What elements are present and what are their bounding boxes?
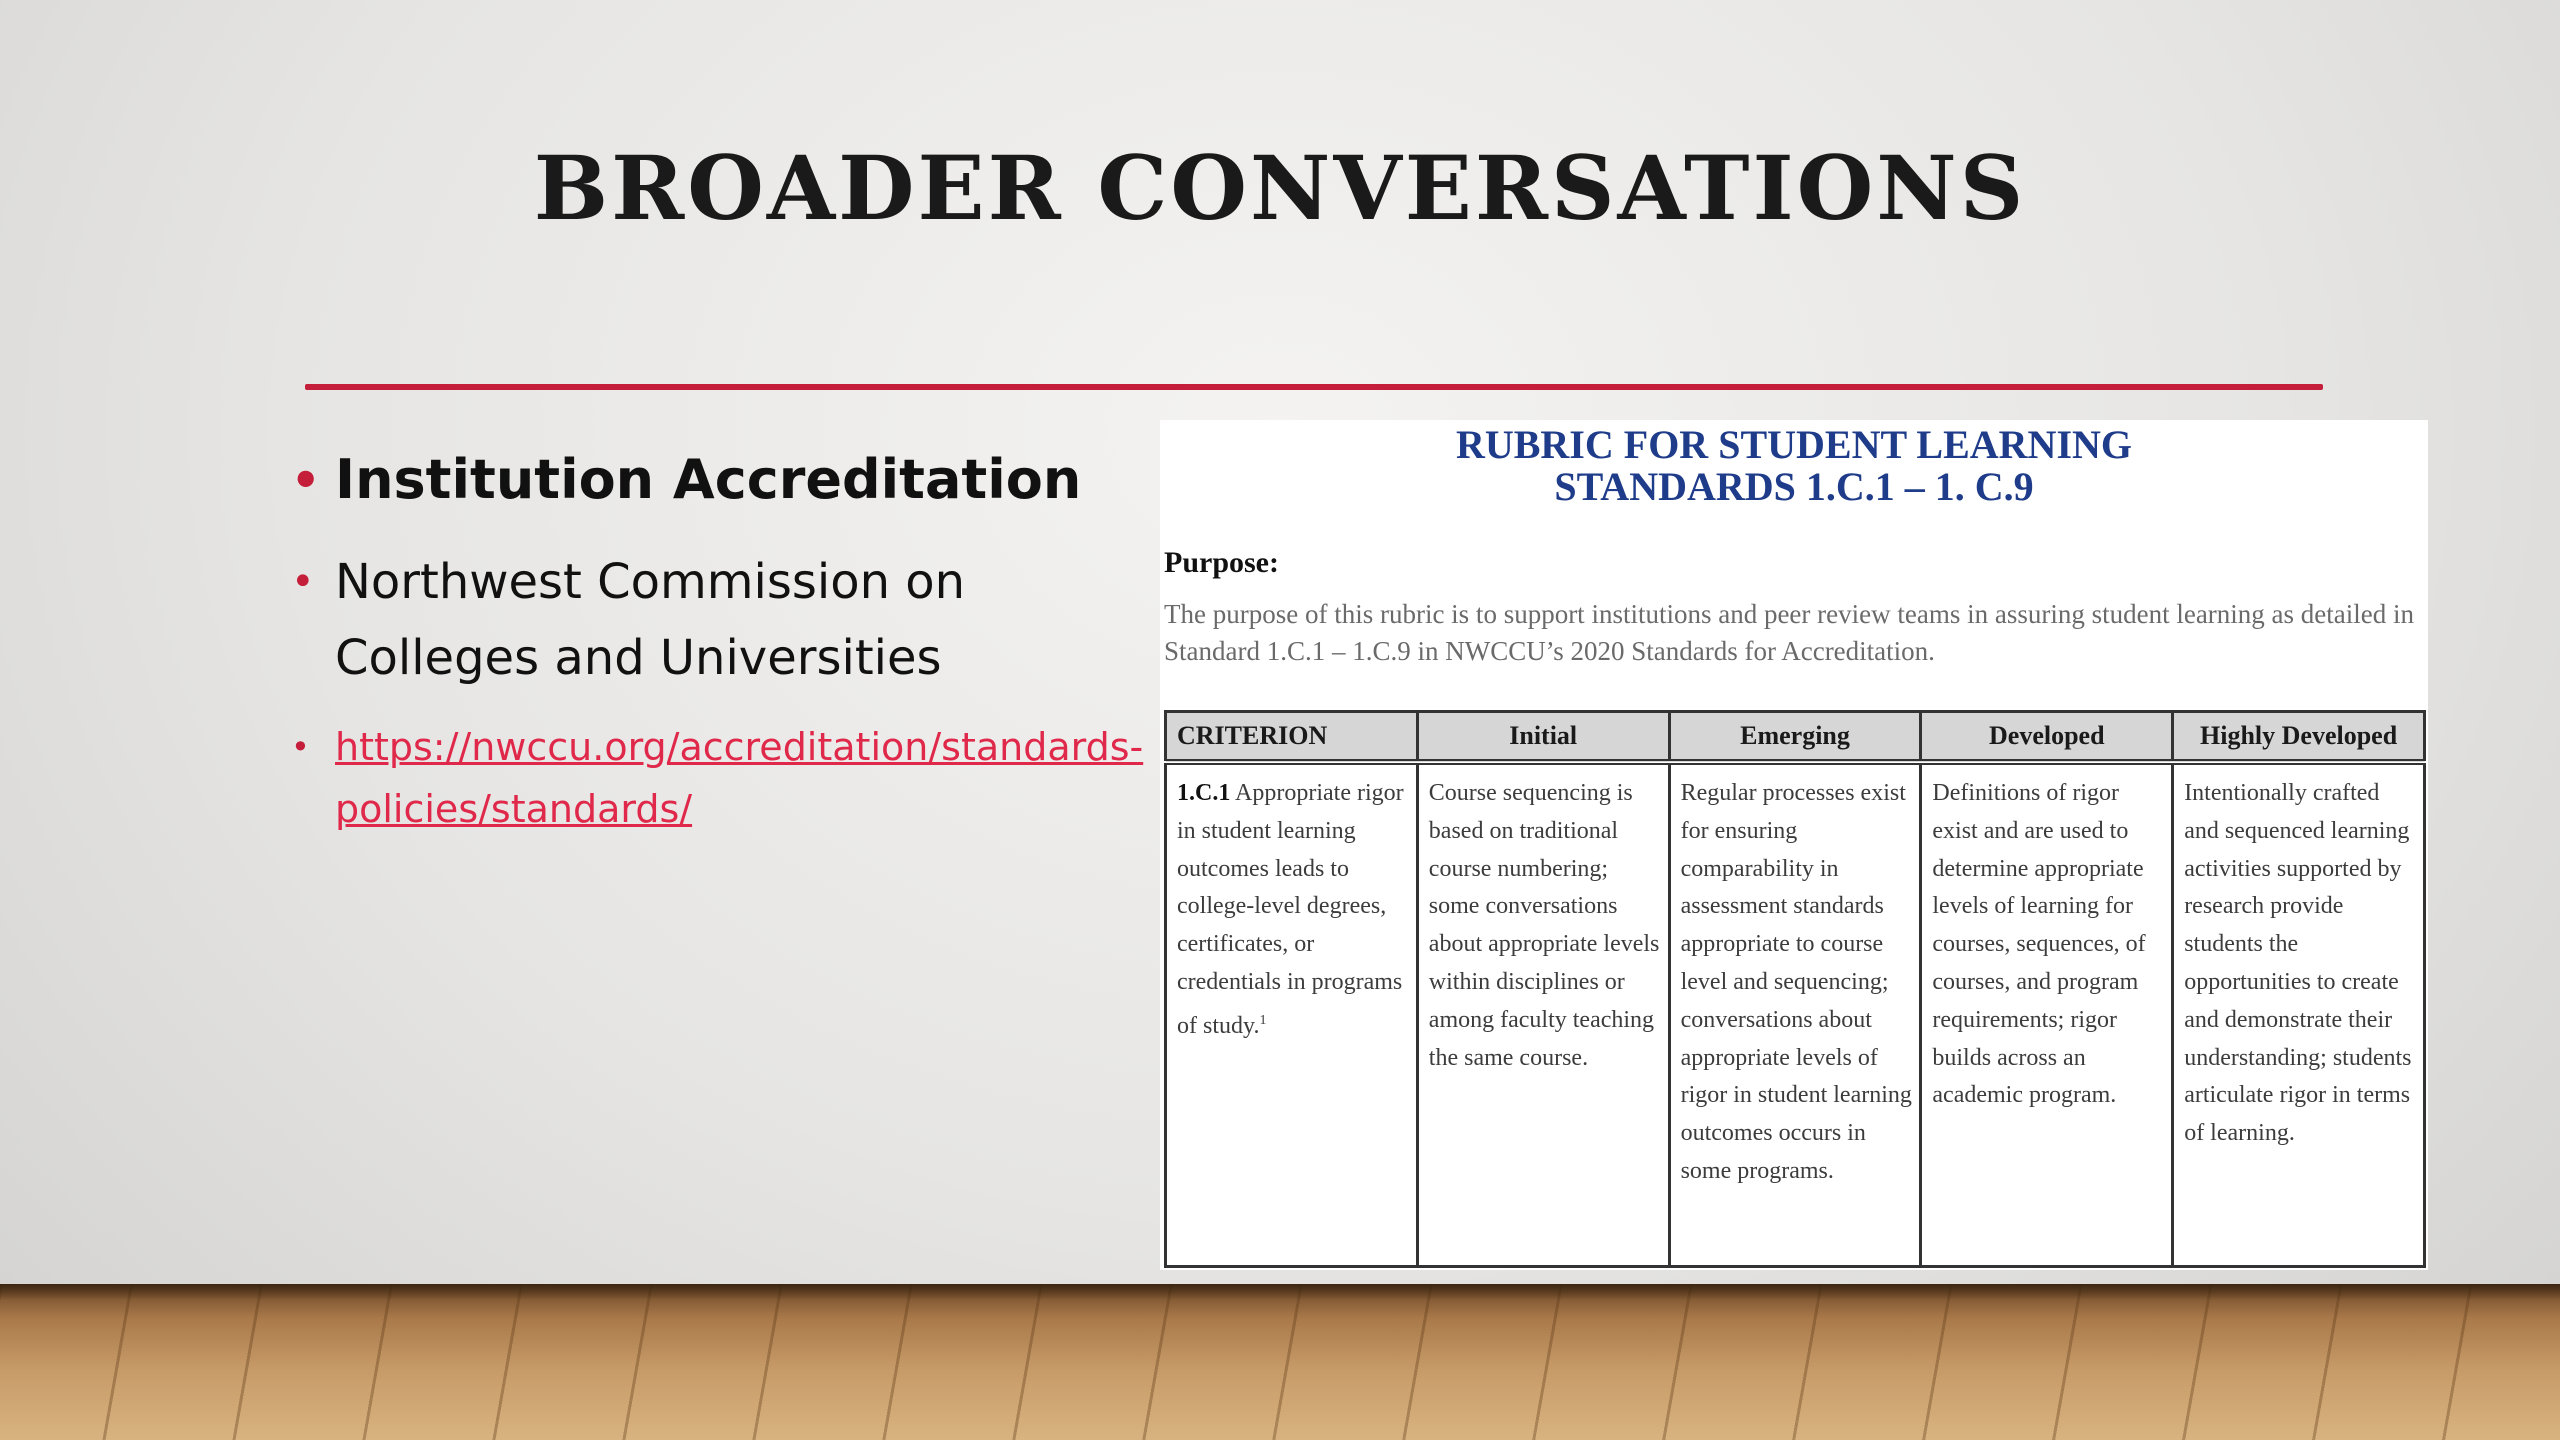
header-emerging: Emerging [1669,712,1921,763]
cell-developed: Definitions of rigor exist and are used to determine appropriate levels of learning for courses, sequences, of courses, and program requirements; rigor builds across an academic program. [1921,762,2173,1267]
rubric-image [1160,420,2428,1270]
table-header-row [1166,712,2425,763]
slide-title: BROADER CONVERSATIONS [533,136,2027,240]
rubric-title-line1: RUBRIC FOR STUDENT LEARNING [1455,422,2133,467]
bullet-link-item [285,716,1145,840]
rubric-title [1160,424,2428,508]
header-developed: Developed [1921,712,2173,763]
bullet-list [285,440,1145,840]
rubric-title-line2: STANDARDS 1.C.1 – 1. C.9 [1554,464,2034,509]
nwccu-standards-link[interactable]: https://nwccu.org/accreditation/standards-policies/standards/ [335,725,1144,831]
cell-initial: Course sequencing is based on traditional course numbering; some conversations about appropriate levels within disciplines or among faculty teaching the same course. [1417,762,1669,1267]
header-initial: Initial [1417,712,1669,763]
table-row [1166,762,2425,1267]
header-criterion: CRITERION [1166,712,1418,763]
header-highly-developed: Highly Developed [2173,712,2425,763]
cell-criterion [1166,762,1418,1267]
criterion-footnote: 1 [1259,1012,1267,1028]
purpose-label: Purpose: [1164,546,1279,579]
criterion-code: 1.C.1 [1177,780,1231,806]
rubric-table [1164,710,2426,1268]
bullet-institution-accreditation: • Institution Accreditation [285,440,1145,520]
bullet-nwccu: • Northwest Commission on Colleges and Universities [285,544,1145,696]
criterion-text: Appropriate rigor in student learning outcomes leads to college-level degrees, certificates, or credentials in programs of study. [1177,780,1404,1039]
cell-emerging: Regular processes exist for ensuring comparability in assessment standards appropriate to course level and sequencing; conversations about appropriate levels of rigor in student learning outcomes occurs in some programs. [1669,762,1921,1267]
wood-floor-background [0,1284,2560,1440]
floor-shadow [0,1284,2560,1300]
purpose-text: The purpose of this rubric is to support institutions and peer review teams in assuring student learning as detailed in Standard 1.C.1 – 1.C.9 in NWCCU’s 2020 Standards for Accreditation. [1164,599,2414,666]
cell-highly-developed: Intentionally crafted and sequenced learning activities supported by research provide students the opportunities to create and demonstrate their understanding; students articulate rigor in terms of learning. [2173,762,2425,1267]
title-divider [305,384,2323,390]
